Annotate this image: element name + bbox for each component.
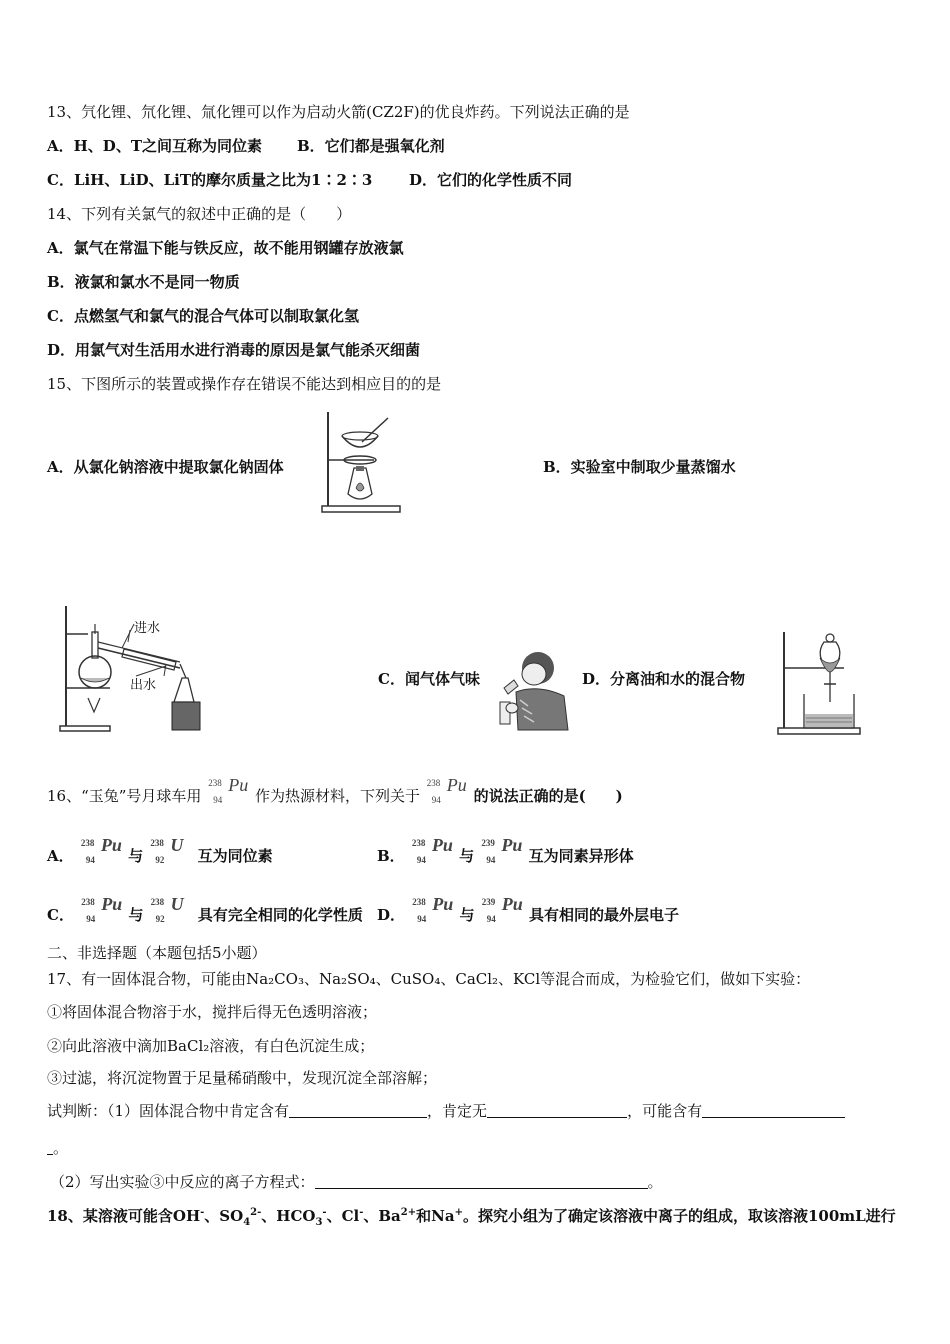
u-238-nuclide: 238 92 U — [150, 894, 184, 924]
evaporation-apparatus-figure — [318, 410, 408, 515]
pu-238-nuclide: 238 94 Pu — [80, 835, 122, 865]
pu-238-nuclide: 238 94 Pu — [412, 894, 454, 924]
pu-239-nuclide: 239 94 Pu — [481, 835, 523, 865]
distillation-label-water-in: 进水 — [134, 621, 161, 636]
q17-step-1: ①将固体混合物溶于水，搅拌后得无色透明溶液； — [47, 1003, 378, 1021]
q16-option-b: B． 238 94 Pu 与 239 94 Pu 互为同素异形体 — [377, 835, 634, 865]
answer-blank-4[interactable] — [315, 1172, 648, 1189]
q13-option-b: B．它们都是强氧化剂 — [297, 137, 445, 155]
section-heading: 二、非选择题（本题包括5小题） — [47, 944, 267, 962]
q16-stem — [47, 777, 623, 807]
q17-step-3: ③过滤，将沉淀物置于足量稀硝酸中，发现沉淀全部溶解； — [47, 1069, 438, 1087]
q13-option-d: D．它们的化学性质不同 — [409, 171, 573, 189]
q17-judgement-continued: 。 — [47, 1138, 68, 1158]
q14-option-c: C．点燃氢气和氯气的混合气体可以制取氯化氢 — [47, 307, 359, 325]
smelling-gas-figure — [494, 650, 572, 732]
q15-option-d: D．分离油和水的混合物 — [582, 670, 746, 688]
q16-stem-post: 的说法正确的是( ) — [473, 787, 623, 805]
q16-stem-pre: 16、“玉兔”号月球车用 — [47, 787, 202, 805]
pu-239-nuclide: 239 94 Pu — [481, 894, 523, 924]
answer-blank-3[interactable] — [702, 1101, 845, 1118]
answer-blank-2[interactable] — [487, 1101, 627, 1118]
q17-part-2: （2）写出实验③中反应的离子方程式： 。 — [50, 1173, 663, 1191]
q14-option-b: B．液氯和氯水不是同一物质 — [47, 273, 240, 291]
q16-stem-mid: 作为热源材料，下列关于 — [255, 787, 421, 805]
q17-step-2: ②向此溶液中滴加BaCl₂溶液，有白色沉淀生成； — [47, 1037, 375, 1055]
q18-stem: 18、某溶液可能含OH-、$SO_4^{2-}$、$HCO_3^-$、Cl-、$Ba^{2+}$和Na+。探究小组为了确定该溶液中离子的组成，取该溶液100mL进行 — [47, 1207, 896, 1228]
q16-option-a: A． 238 94 Pu 与 238 92 U 互为同位素 — [47, 835, 273, 865]
distillation-label-water-out: 出水 — [130, 678, 157, 693]
q15-stem: 15、下图所示的装置或操作存在错误不能达到相应目的的是 — [47, 375, 442, 393]
pu-238-nuclide: 238 94 Pu — [208, 775, 249, 805]
pu-238-nuclide: 238 94 Pu — [81, 894, 123, 924]
answer-blank-1[interactable] — [289, 1101, 427, 1118]
separatory-funnel-figure — [774, 628, 864, 736]
distillation-apparatus-figure — [58, 602, 208, 734]
q13-stem: 13、氕化锂、氘化锂、氚化锂可以作为启动火箭(CZ2F)的优良炸药。下列说法正确的是 — [47, 103, 630, 121]
q14-stem: 14、下列有关氯气的叙述中正确的是（ ） — [47, 205, 352, 223]
q13-option-c: C．LiH、LiD、LiT的摩尔质量之比为1∶2∶3 — [47, 171, 373, 189]
q17-judgement: 试判断：（1）固体混合物中肯定含有 ，肯定无 ，可能含有 — [47, 1101, 845, 1121]
q15-option-b: B．实验室中制取少量蒸馏水 — [543, 458, 736, 476]
q14-option-d: D．用氯气对生活用水进行消毒的原因是氯气能杀灭细菌 — [47, 341, 421, 359]
q15-option-c: C．闻气体气味 — [378, 670, 480, 688]
u-238-nuclide: 238 92 U — [150, 835, 184, 865]
q16-option-d: D． 238 94 Pu 与 239 94 Pu 具有相同的最外层电子 — [377, 894, 679, 924]
q13-option-a: A．H、D、T之间互称为同位素 — [47, 137, 262, 155]
q17-stem: 17、有一固体混合物，可能由Na₂CO₃、Na₂SO₄、CuSO₄、CaCl₂、KCl等混合而成，为检验它们，做如下实验： — [47, 970, 811, 988]
q14-option-a: A．氯气在常温下能与铁反应，故不能用钢罐存放液氯 — [47, 239, 404, 257]
q15-option-a: A．从氯化钠溶液中提取氯化钠固体 — [47, 458, 284, 476]
q16-option-c: C． 238 94 Pu 与 238 92 U 具有完全相同的化学性质 — [47, 894, 363, 924]
pu-238-nuclide: 238 94 Pu — [411, 835, 453, 865]
pu-238-nuclide: 238 94 Pu — [426, 775, 467, 805]
